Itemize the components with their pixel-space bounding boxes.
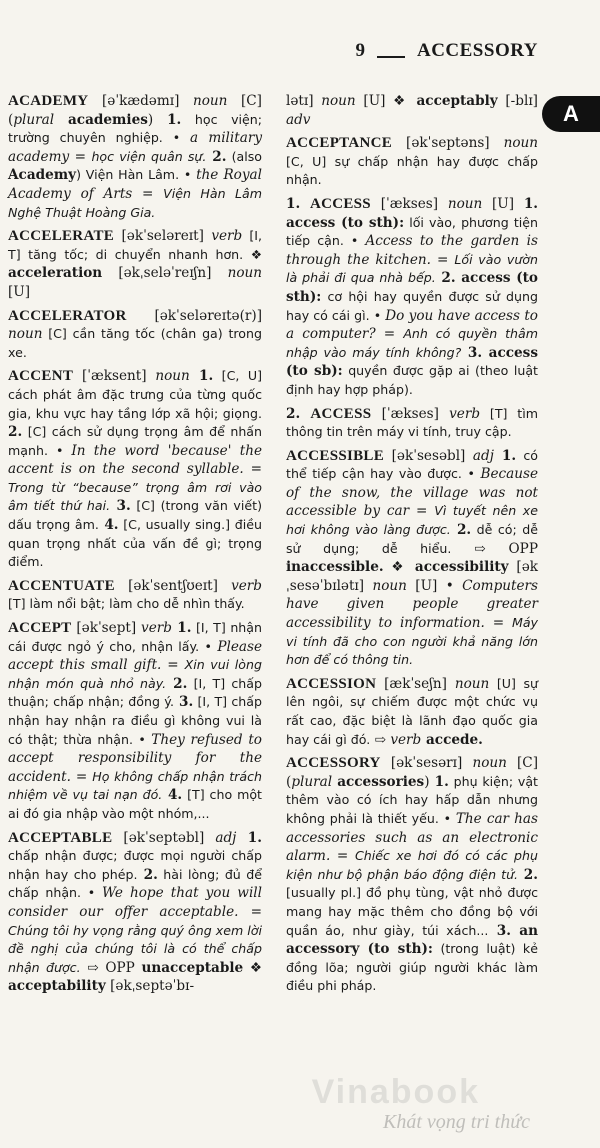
entry-accelerator (8, 307, 262, 363)
grammar-code: [C] ( (8, 93, 262, 128)
part-of-speech: noun (155, 368, 190, 385)
derived-word: acceptability (8, 978, 106, 995)
derived-word: accessibility (414, 559, 509, 576)
definition: [I, T] chấp nhận hay nhận ra điều gì không vui là có thật; thừa nhận. • (8, 694, 262, 747)
sense-number: 2. (518, 866, 538, 883)
pronunciation: [əkˈseptəbl] (123, 829, 205, 846)
sense-number: 1. (189, 368, 214, 385)
derived-marker: ❖ (243, 959, 263, 976)
grammar-code: [U] • (406, 577, 463, 594)
definition: (also (226, 148, 262, 164)
definition: [I, T] nhận cái được ngỏ ý cho, nhận lấy. • (8, 620, 262, 654)
entry-academy (8, 92, 262, 222)
equals: = (69, 148, 92, 165)
headword: ACADEMY (8, 93, 89, 109)
arrow-icon: ⇨ (370, 731, 391, 748)
header-guide-word: ACCESSORY (416, 40, 538, 61)
headword: ACCEPTABLE (8, 829, 113, 846)
example: They refused to accept responsibility for the accident. (8, 731, 262, 785)
translation: Viện Hàn Lâm Nghệ Thuật Hoàng Gia. (8, 185, 262, 220)
homonym-number: 2. (286, 405, 301, 422)
sense-number: 3. (173, 694, 194, 711)
definition: [I, T] chấp thuận; chấp nhận; đồng ý. (8, 675, 262, 710)
headword: ACCELERATOR (8, 307, 127, 324)
sense-number: 3. (461, 344, 483, 361)
definition: [C, U] sự chấp nhận hay được chấp nhận. (286, 153, 538, 188)
definition: [C, U] cách phát âm đặc trưng của từng quốc gia, khu vực hay tầng lớp xã hội; giọng. (8, 368, 262, 421)
equals: = (161, 657, 185, 674)
sense-number: 2. (206, 148, 227, 165)
pronunciation: [əkˈseptəns] (406, 135, 490, 152)
definition: [C] cần tăng tốc (chân ga) trong xe. (8, 326, 262, 360)
header-rule (377, 56, 405, 58)
headword: ACCESSION (286, 675, 377, 692)
variant: Academy (8, 167, 77, 184)
headword: ACCENTUATE (8, 577, 115, 594)
plural-label: plural (291, 773, 333, 790)
part-of-speech: noun (472, 755, 507, 772)
sense-number: 1. (167, 111, 182, 128)
part-of-speech: noun (192, 93, 228, 109)
translation: Lối vào vườn là phải đi qua nhà bếp. (286, 251, 538, 286)
part-of-speech: verb (211, 228, 243, 245)
pronunciation: [əkˌseptəˈbɪ- (110, 978, 195, 995)
definition: [I, T] tăng tốc; di chuyển nhanh hơn. ❖ (8, 228, 262, 262)
plural-label: plural (13, 111, 55, 128)
definition: [T] tìm thông tin trên máy vi tính, truy cập. (286, 405, 539, 440)
example: We hope that you will consider our offer acceptable. (8, 885, 262, 920)
definition: [C] (trong văn viết) dấu trọng âm. (8, 498, 262, 533)
plural-form: academies (67, 111, 148, 128)
entry-accessible (286, 447, 538, 670)
translation: Anh có quyền thâm nhập vào máy tính không? (286, 326, 538, 360)
entry-accessory (286, 754, 538, 996)
phrase: an accessory (to sth): (286, 922, 538, 958)
pronunciation: [ˈækses] (380, 195, 439, 212)
headword: ACCESSIBLE (286, 447, 385, 464)
example: a military academy (8, 130, 262, 165)
sense-number: 4. (162, 787, 183, 804)
part-of-speech: noun (227, 265, 263, 282)
headword: ACCELERATE (8, 228, 115, 245)
grammar-code: [U] (8, 283, 31, 300)
definition: [U] sự lên ngôi, sự chiếm được một chức vụ rất cao, đặc biệt là lãnh đạo quốc gia hay cái gì đó. (286, 675, 539, 747)
translation: Chúng tôi hy vọng rằng quý ông xem lời đề nghị của chúng tôi là có thể chấp nhận được. (8, 922, 262, 975)
pronunciation: [-blɪ] (505, 93, 538, 109)
text: ) (424, 773, 435, 790)
opposite-label: ⇨ OPP (80, 959, 142, 976)
sense-number: 2. (137, 866, 158, 883)
grammar-code: [C] ( (286, 755, 538, 790)
equals: = (409, 503, 435, 520)
equals: = (132, 185, 164, 202)
sense-number: 2. (8, 424, 23, 441)
headword: ACCENT (8, 368, 74, 385)
example: The car has accessories such as an electronic alarm. (286, 810, 539, 865)
equals: = (238, 903, 262, 920)
phrase: access (to sb): (286, 344, 538, 380)
part-of-speech: noun (372, 577, 407, 594)
example: Please accept this small gift. (8, 638, 262, 674)
letter-tab (542, 96, 600, 132)
entry-accentuate (8, 577, 262, 614)
pronunciation: [əkˌsesəˈbɪlətɪ] (286, 559, 538, 594)
headword: ACCEPT (8, 620, 72, 637)
page-header (356, 40, 538, 62)
headword: ACCESS (310, 405, 372, 422)
sense-number: 1. (171, 620, 192, 637)
entry-access-noun (286, 195, 538, 400)
entry-accent (8, 367, 262, 572)
pronunciation: [əkˈseləreɪt] (121, 228, 204, 245)
translation: Vì tuyết nên xe hơi không vào làng được. (286, 503, 538, 538)
watermark-slogan: Khát vọng tri thức (382, 1111, 530, 1133)
letter-tab-label: A (563, 101, 579, 126)
definition: [usually pl.] đồ phụ tùng, vật nhỏ được mang hay mặc thêm cho đồng bộ với quần áo, như giày, túi xách... (286, 885, 538, 938)
sense-number: 2. (450, 522, 472, 539)
equals: = (375, 326, 404, 343)
sense-number: 2. (435, 270, 456, 287)
pronunciation: lətɪ] (286, 93, 314, 109)
definition: [T] cho một ai đó gia nhập vào một nhóm,... (8, 787, 262, 821)
sense-number: 1. (523, 195, 539, 212)
definition: có thể tiếp cận hay vào được. • (286, 447, 538, 482)
pronunciation: [ækˈseʃn] (384, 675, 447, 692)
entry-accession (286, 675, 538, 749)
definition: quyền được gặp ai (theo luật định hay hợp pháp). (286, 363, 538, 397)
derived-word: acceleration (8, 265, 103, 282)
sense-number: 1. (493, 447, 517, 464)
derived-marker: ❖ (383, 559, 415, 576)
definition: ) Viện Hàn Lâm. • (76, 167, 197, 183)
part-of-speech: verb (449, 405, 481, 422)
pronunciation: [əkˈsept] (76, 620, 137, 637)
definition: chấp nhận được; được mọi người chấp nhận hay cho phép. (8, 848, 262, 882)
grammar-code: [U] (482, 195, 524, 212)
phrase: access (to sth): (286, 214, 405, 231)
translation: Xin vui lòng nhận món quà nhỏ này. (8, 657, 262, 691)
watermark-logo: Vinabook (311, 1073, 480, 1111)
right-column (286, 92, 538, 1001)
entry-acceptable-continued (286, 92, 538, 129)
headword: ACCESS (309, 195, 371, 212)
part-of-speech: verb (141, 620, 172, 637)
example: Because of the snow, the village was not accessible by car (286, 466, 538, 520)
translation: Họ không chấp nhận trách nhiệm về vụ tai nạn đó. (8, 768, 262, 803)
entry-acceptance (286, 134, 538, 190)
translation: Chiếc xe hơi đó có các phụ kiện như bộ phận báo động điện tử. (286, 848, 538, 882)
equals: = (243, 461, 262, 478)
translation: Máy vi tính đã cho con người khả năng lớn hơn để có thông tin. (286, 615, 538, 668)
sense-number: 3. (488, 922, 511, 939)
example: In the word 'because' the accent is on the second syllable. (8, 442, 263, 478)
translation: Trong từ “because” trọng âm rơi vào âm tiết thứ hai. (8, 479, 262, 514)
part-of-speech: verb (390, 731, 422, 748)
derived-word: acceptably (416, 93, 498, 109)
definition: [C] cách sử dụng trọng âm để nhấn mạnh. • (8, 424, 262, 458)
pronunciation: [ˈæksent] (81, 368, 147, 385)
entry-accept (8, 619, 262, 824)
opposite-word: inaccessible. (286, 559, 384, 576)
example: Computers have given people greater accessibility to information. (286, 577, 539, 632)
pronunciation: [əkˈsesərɪ] (390, 755, 463, 772)
definition: cơ hội hay quyền được sử dụng hay có cái gì. • (286, 288, 538, 323)
headword: ACCESSORY (286, 755, 381, 772)
definition: phụ kiện; vật thêm vào có ích hay hấp dẫn nhưng không phải là thiết yếu. • (286, 773, 538, 826)
grammar-code: [U] ❖ (355, 93, 417, 109)
pronunciation: [əkˌseləˈreɪʃn] (118, 265, 212, 282)
part-of-speech: noun (454, 675, 490, 692)
part-of-speech: noun (503, 135, 539, 152)
part-of-speech: noun (8, 326, 43, 343)
definition: [C, usually sing.] điều quan trọng nhất của vấn đề gì; trọng điểm. (8, 517, 262, 570)
equals: = (484, 615, 512, 632)
equals: = (70, 768, 93, 785)
sense-number: 1. (434, 773, 449, 790)
pronunciation: [ˈækses] (381, 405, 439, 422)
part-of-speech: noun (321, 93, 356, 109)
pronunciation: [əkˈsesəbl] (391, 447, 466, 464)
example: Access to the garden is through the kitchen. (286, 233, 538, 268)
headword: ACCEPTANCE (286, 135, 393, 152)
definition: lối vào, phương tiện tiếp cận. • (286, 214, 539, 249)
entry-accelerate (8, 227, 262, 301)
part-of-speech: adv (286, 111, 311, 128)
phrase: access (to sth): (286, 270, 538, 305)
text: ) (147, 111, 168, 128)
definition: [T] làm nổi bật; làm cho dễ nhìn thấy. (8, 596, 245, 612)
sense-number: 3. (110, 498, 131, 515)
part-of-speech: adj (215, 829, 237, 846)
entry-acceptable (8, 829, 262, 996)
pronunciation: [əkˈsentʃʊeɪt] (128, 577, 218, 594)
example: Do you have access to a computer? (286, 307, 538, 343)
part-of-speech: adj (472, 447, 494, 464)
definition: hài lòng; đủ để chấp nhận. • (8, 866, 262, 901)
part-of-speech: verb (231, 577, 262, 594)
opposite-word: unacceptable (141, 959, 244, 976)
entry-access-verb (286, 405, 538, 442)
homonym-number: 1. (286, 195, 301, 212)
equals: = (430, 251, 455, 268)
left-column (8, 92, 262, 1001)
definition: học viện; trường chuyên nghiệp. • (8, 111, 262, 146)
definition: (trong luật) kẻ đồng lõa; người giúp người khác làm điều phi pháp. (286, 941, 538, 994)
translation: học viện quân sự. (91, 148, 207, 164)
page-number: 9 (355, 40, 366, 61)
related-word: accede. (421, 731, 483, 748)
sense-number: 2. (166, 675, 188, 692)
equals: = (330, 848, 355, 865)
opposite-label: ⇨ OPP (451, 540, 538, 557)
pronunciation: [əkˈseləreɪtə(r)] (154, 307, 262, 324)
pronunciation: [əˈkædəmɪ] (102, 93, 180, 109)
plural-form: accessories (337, 773, 425, 790)
example: the Royal Academy of Arts (8, 167, 262, 202)
part-of-speech: noun (447, 195, 483, 212)
sense-number: 1. (236, 829, 262, 846)
definition: dễ có; dễ sử dụng; dễ hiểu. (286, 522, 538, 556)
sense-number: 4. (98, 517, 119, 534)
